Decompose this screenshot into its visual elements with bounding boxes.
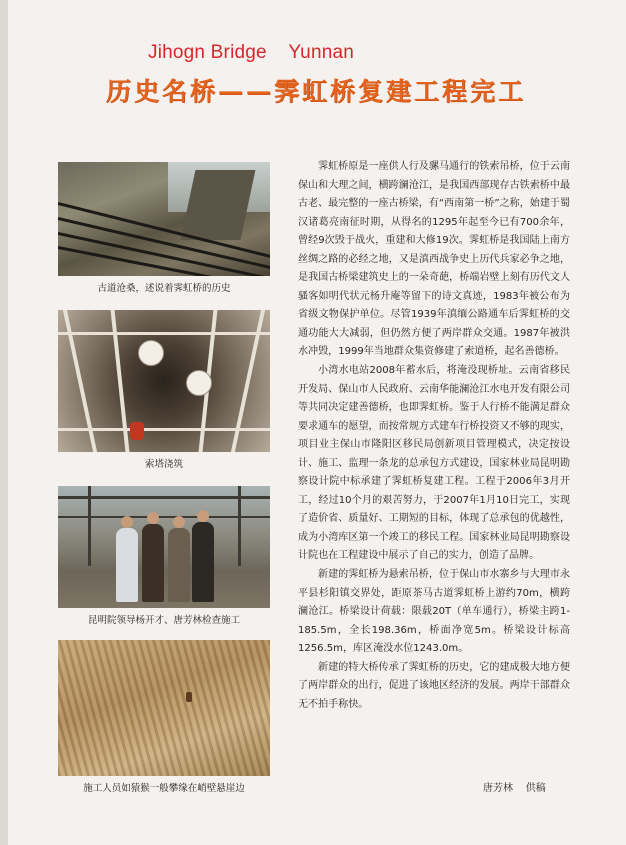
figure-ancient-road <box>58 162 270 294</box>
figure-caption: 昆明院领导杨开才、唐芳林检查施工 <box>87 615 240 626</box>
photo-group-of-people <box>58 486 270 608</box>
figure-caption: 施工人员如猿猴一般攀缘在峭壁悬崖边 <box>83 783 245 794</box>
photo-tower-interior <box>58 310 270 452</box>
figure-caption: 古道沧桑，述说着霁虹桥的历史 <box>97 283 231 294</box>
figure-caption: 索塔浇筑 <box>144 459 183 470</box>
figure-tower-pouring <box>58 310 270 470</box>
photo-cliff-face <box>58 640 270 776</box>
article-paragraph: 新建的霁虹桥为悬索吊桥，位于保山市水寨乡与大理市永平县杉阳镇交界处，距原茶马古道霁虹桥上游约70m，横跨澜沧江。桥梁设计荷载：限载20T（单车通行），桥梁主跨1-185.5m，全长198.36m，桥面净宽5m。桥梁设计标高1256.5m，库区淹没水位1243.0m。 <box>298 569 570 655</box>
figure-leaders-inspection <box>58 486 270 626</box>
page-title: 历史名桥——霁虹桥复建工程完工 <box>106 77 527 106</box>
english-title: Jihogn Bridge Yunnan <box>148 42 355 63</box>
article-paragraph: 小湾水电站2008年蓄水后，将淹没现桥址。云南省移民开发局、保山市人民政府、云南华能澜沧江水电开发有限公司等共同决定建善德桥，也即霁虹桥。鉴于人行桥不能满足群众要求通车的愿望，而按常规方式建车行桥投资又不够的现实，项目业主保山市隆阳区移民局创新项目管理模式，决定按设计、施工、监理一条龙的总承包方式建设，国家林业局昆明勘察设计院中标承建了霁虹桥复建工程。工程于2006年3月开工，经过10个月的艰苦努力，于2007年1月10日完工，实现了造价省、质量好、工期短的目标，体现了总承包的优越性，成为小湾库区第一个竣工的移民工程。国家林业局昆明勘察设计院也在工程建设中展示了自己的实力，创造了品牌。 <box>298 365 570 562</box>
photo-cliff-chains <box>58 162 270 276</box>
article-body <box>298 158 570 714</box>
figure-workers-on-cliff <box>58 640 270 794</box>
article-paragraph: 新建的特大桥传承了霁虹桥的历史，它的建成极大地方便了两岸群众的出行，促进了该地区经济的发展。两岸干部群众无不拍手称快。 <box>298 661 570 710</box>
page-edge <box>0 0 8 845</box>
article-paragraph: 霁虹桥原是一座供人行及骡马通行的铁索吊桥，位于云南保山和大理之间，横跨澜沧江，是我国西部现存古铁索桥中最古老、最完整的一座古桥梁，有“西南第一桥”之称，始建于蜀汉诸葛亮南征时期，从得名的1295年起至今已有700余年，曾经9次毁于战火，重建和大修19次。霁虹桥是我国陆上南方丝绸之路的必经之地，又是滇西战争史上历代兵家必争之地，是我国古桥梁建筑史上的一朵奇葩，桥端岩壁上刻有历代文人骚客如明代状元杨升庵等留下的诗文真迹，1983年被公布为省级文物保护单位。尽管1939年滇缅公路通车后霁虹桥的交通功能大大减弱，但仍然方便了两岸群众交通。1987年被洪水冲毁，1999年当地群众集资修建了索道桥，起名善德桥。 <box>298 161 570 358</box>
article-credit: 唐芳林 供稿 <box>483 783 546 794</box>
